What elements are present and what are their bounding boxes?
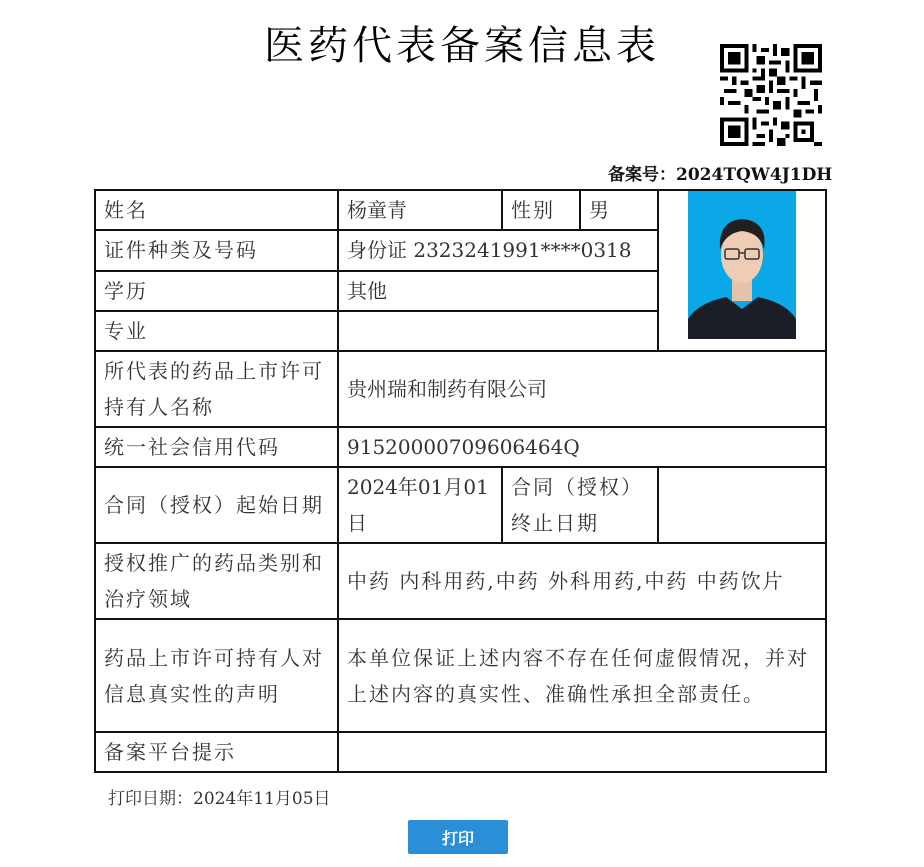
tip-value bbox=[338, 732, 826, 772]
id-label: 证件种类及号码 bbox=[95, 230, 338, 270]
tip-label: 备案平台提示 bbox=[95, 732, 338, 772]
row-category bbox=[95, 543, 826, 619]
end-date-value bbox=[658, 467, 826, 543]
credit-code-value: 91520000709606464Q bbox=[338, 427, 826, 467]
print-date-label: 打印日期： bbox=[108, 789, 193, 809]
record-number-label: 备案号： bbox=[608, 165, 676, 185]
row-holder bbox=[95, 351, 826, 427]
info-table bbox=[94, 189, 827, 773]
name-value: 杨童青 bbox=[338, 190, 502, 230]
print-button[interactable]: 打印 bbox=[408, 820, 508, 854]
declaration-value: 本单位保证上述内容不存在任何虚假情况，并对上述内容的真实性、准确性承担全部责任。 bbox=[338, 619, 826, 732]
row-name bbox=[95, 190, 826, 230]
declaration-label: 药品上市许可持有人对信息真实性的声明 bbox=[95, 619, 338, 732]
start-date-label: 合同（授权）起始日期 bbox=[95, 467, 338, 543]
row-dates bbox=[95, 467, 826, 543]
education-value: 其他 bbox=[338, 271, 658, 311]
start-date-value: 2024年01月01日 bbox=[338, 467, 502, 543]
holder-label: 所代表的药品上市许可持有人名称 bbox=[95, 351, 338, 427]
id-photo bbox=[688, 191, 796, 339]
id-value: 身份证 2323241991****0318 bbox=[338, 230, 658, 270]
record-number bbox=[608, 160, 832, 185]
category-value: 中药 内科用药,中药 外科用药,中药 中药饮片 bbox=[338, 543, 826, 619]
name-label: 姓名 bbox=[95, 190, 338, 230]
major-label: 专业 bbox=[95, 311, 338, 351]
row-tip bbox=[95, 732, 826, 772]
holder-value: 贵州瑞和制药有限公司 bbox=[338, 351, 826, 427]
major-value bbox=[338, 311, 658, 351]
qr-code-icon bbox=[720, 44, 822, 146]
row-declaration bbox=[95, 619, 826, 732]
photo-cell bbox=[658, 190, 826, 351]
row-credit-code bbox=[95, 427, 826, 467]
end-date-label: 合同（授权）终止日期 bbox=[502, 467, 658, 543]
record-number-value: 2024TQW4J1DH bbox=[676, 165, 833, 185]
education-label: 学历 bbox=[95, 271, 338, 311]
category-label: 授权推广的药品类别和治疗领域 bbox=[95, 543, 338, 619]
gender-value: 男 bbox=[580, 190, 658, 230]
print-date bbox=[108, 784, 331, 809]
print-date-value: 2024年11月05日 bbox=[193, 789, 331, 809]
gender-label: 性别 bbox=[502, 190, 580, 230]
page-title: 医药代表备案信息表 bbox=[264, 23, 660, 69]
credit-code-label: 统一社会信用代码 bbox=[95, 427, 338, 467]
